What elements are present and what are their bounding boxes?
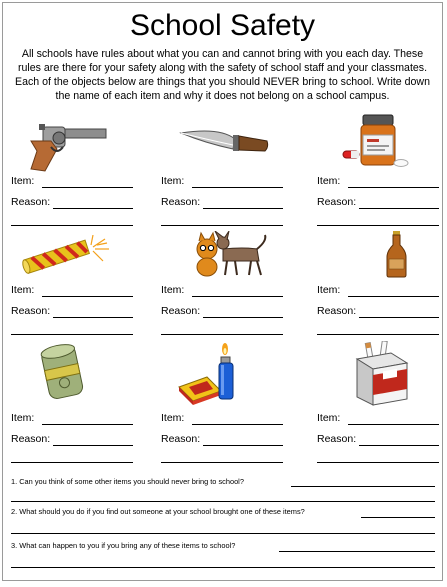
reason-answer-line[interactable]	[203, 317, 283, 318]
item-answer-line[interactable]	[192, 296, 283, 297]
reason-answer-line[interactable]	[359, 445, 439, 446]
cat-and-dog-icon	[193, 231, 271, 277]
reason-answer-line-2[interactable]	[317, 462, 439, 463]
worksheet	[2, 2, 443, 581]
item-label: Item:	[317, 175, 341, 187]
question-3: 3. What can happen to you if you bring any of these items to school?	[11, 541, 236, 550]
item-answer-line[interactable]	[42, 296, 133, 297]
item-label: Item:	[11, 412, 35, 424]
reason-label: Reason:	[161, 433, 201, 445]
revolver-icon	[21, 121, 111, 177]
item-answer-line[interactable]	[348, 424, 439, 425]
reason-label: Reason:	[317, 305, 357, 317]
reason-answer-line-2[interactable]	[317, 334, 439, 335]
reason-answer-line-2[interactable]	[11, 225, 133, 226]
intro-paragraph: All schools have rules about what you can and cannot bring with you each day. These rules are there for your safety along with the safety of school staff and your classmates. Each of the objects below are things that you should NEVER bring to school. Write down the name of each item and why it does not belong on a school campus.	[15, 48, 430, 102]
cash-roll-icon	[37, 343, 87, 401]
reason-answer-line[interactable]	[359, 208, 439, 209]
reason-answer-line-2[interactable]	[317, 225, 439, 226]
question-answer-line[interactable]	[11, 533, 435, 534]
item-answer-line[interactable]	[348, 296, 439, 297]
question-answer-line[interactable]	[11, 501, 435, 502]
item-answer-line[interactable]	[192, 187, 283, 188]
matches-and-lighter-icon	[177, 343, 247, 405]
question-1: 1. Can you think of some other items you should never bring to school?	[11, 477, 244, 486]
item-answer-line[interactable]	[42, 187, 133, 188]
reason-answer-line-2[interactable]	[161, 334, 283, 335]
reason-answer-line[interactable]	[53, 208, 133, 209]
reason-label: Reason:	[317, 433, 357, 445]
firecracker-icon	[19, 235, 111, 275]
item-label: Item:	[11, 175, 35, 187]
reason-answer-line-2[interactable]	[161, 225, 283, 226]
reason-label: Reason:	[11, 196, 51, 208]
question-answer-line[interactable]	[361, 517, 435, 518]
item-label: Item:	[11, 284, 35, 296]
item-answer-line[interactable]	[192, 424, 283, 425]
item-answer-line[interactable]	[42, 424, 133, 425]
pill-bottle-icon	[339, 111, 411, 169]
item-label: Item:	[317, 284, 341, 296]
question-2: 2. What should you do if you find out someone at your school brought one of these items?	[11, 507, 305, 516]
question-answer-line[interactable]	[279, 551, 435, 552]
question-answer-line[interactable]	[291, 486, 435, 487]
reason-label: Reason:	[161, 196, 201, 208]
page-title: School Safety	[129, 9, 316, 42]
reason-label: Reason:	[161, 305, 201, 317]
reason-label: Reason:	[11, 433, 51, 445]
item-label: Item:	[161, 175, 185, 187]
reason-answer-line[interactable]	[53, 317, 133, 318]
reason-answer-line-2[interactable]	[161, 462, 283, 463]
item-answer-line[interactable]	[348, 187, 439, 188]
reason-label: Reason:	[11, 305, 51, 317]
reason-answer-line[interactable]	[203, 445, 283, 446]
item-label: Item:	[317, 412, 341, 424]
question-answer-line[interactable]	[11, 567, 435, 568]
reason-answer-line[interactable]	[203, 208, 283, 209]
knife-icon	[175, 123, 271, 163]
cigarette-pack-icon	[351, 341, 413, 407]
item-label: Item:	[161, 284, 185, 296]
beer-bottle-icon	[383, 229, 409, 279]
reason-label: Reason:	[317, 196, 357, 208]
item-label: Item:	[161, 412, 185, 424]
reason-answer-line-2[interactable]	[11, 462, 133, 463]
reason-answer-line[interactable]	[359, 317, 439, 318]
reason-answer-line-2[interactable]	[11, 334, 133, 335]
reason-answer-line[interactable]	[53, 445, 133, 446]
